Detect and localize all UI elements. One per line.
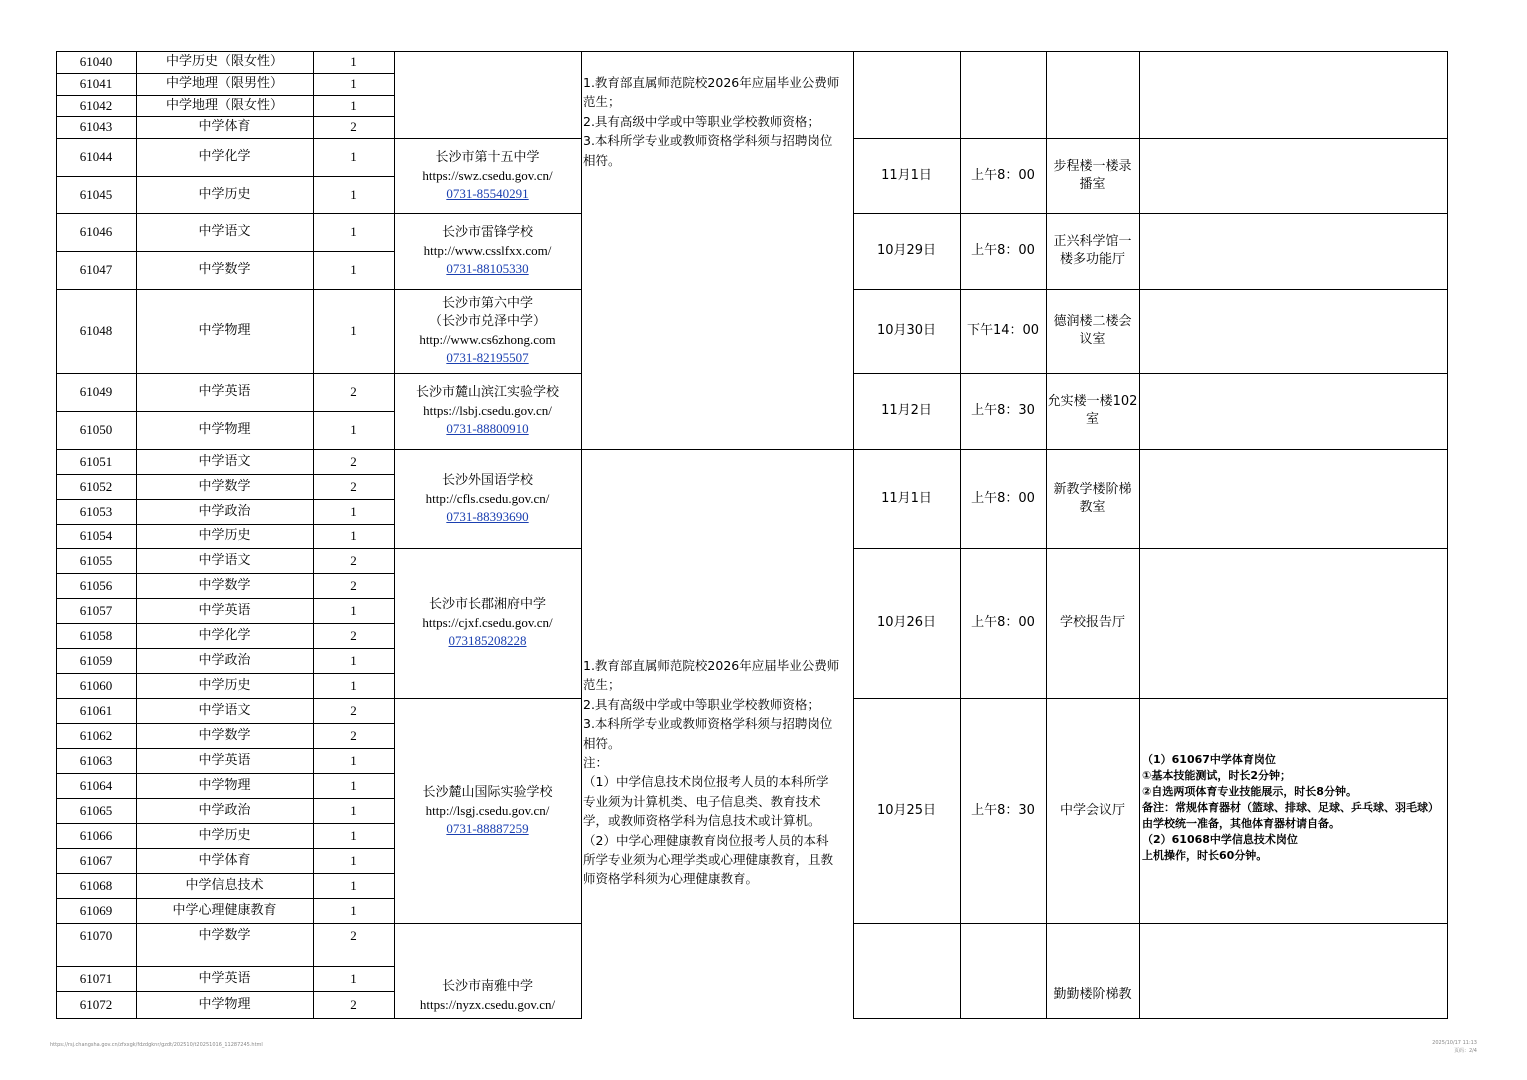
- subject-name: 中学物理: [198, 996, 251, 1012]
- requirement-line: 1.教育部直属师范院校2026年应届毕业公费师: [583, 658, 840, 673]
- position-code: 61048: [79, 323, 113, 338]
- exam-time: 上午8：00: [971, 615, 1035, 630]
- exam-date: 10月30日: [876, 323, 937, 338]
- exam-date: 11月1日: [881, 490, 932, 506]
- hire-count: 1: [350, 802, 357, 818]
- school-info: [394, 548, 581, 698]
- note-line: 备注：常规体育器材（篮球、排球、足球、乒乓球、羽毛球）: [1142, 801, 1439, 814]
- location-line: 新教学楼阶梯: [1053, 481, 1132, 497]
- location-line: 中学会议厅: [1059, 802, 1125, 818]
- exam-time: 上午8：30: [971, 403, 1035, 418]
- exam-date: 11月2日: [881, 403, 932, 418]
- school-info: [394, 373, 581, 449]
- requirement-line: 2.具有高级中学或中等职业学校教师资格；: [583, 113, 820, 129]
- hire-count: 2: [350, 119, 357, 134]
- position-code: 61046: [79, 224, 113, 239]
- school-phone-link[interactable]: 0731-88800910: [446, 421, 529, 436]
- note-line: ②自选两项体育专业技能展示，时长8分钟。: [1142, 785, 1357, 798]
- hire-count: 1: [350, 677, 357, 693]
- requirement-line: 学，或教师资格学科为信息技术或计算机。: [583, 813, 821, 829]
- position-code: 61072: [79, 996, 113, 1012]
- position-code: 61061: [79, 702, 113, 718]
- requirement-line: （2）中学心理健康教育岗位报考人员的本科: [583, 832, 829, 848]
- hire-count: 1: [350, 422, 357, 437]
- position-code: 61058: [79, 627, 113, 643]
- location-line: 步程楼一楼录: [1053, 158, 1132, 174]
- hire-count: 2: [350, 384, 357, 399]
- exam-time: 下午14：00: [966, 323, 1040, 338]
- location-line: 允实楼一楼102: [1047, 394, 1138, 409]
- subject-name: 中学英语: [198, 752, 251, 768]
- hire-count: 1: [350, 97, 357, 113]
- school-website: http://lsgj.csedu.gov.cn/: [425, 802, 550, 818]
- position-code: 61059: [79, 652, 113, 668]
- subject-name: 中学化学: [198, 149, 251, 164]
- position-code: 61070: [79, 928, 113, 943]
- school-name: 长沙市长郡湘府中学: [428, 597, 546, 612]
- exam-time: 上午8：00: [971, 490, 1035, 506]
- table-rule: [394, 1018, 582, 1019]
- requirement-line: 相符。: [583, 152, 621, 168]
- school-phone-link[interactable]: 0731-85540291: [446, 185, 529, 201]
- subject-name: 中学化学: [198, 627, 251, 643]
- hire-count: 1: [350, 902, 357, 918]
- hire-count: 1: [350, 186, 357, 202]
- exam-location: [1046, 138, 1139, 213]
- position-code: 61050: [79, 422, 113, 437]
- footer-page: 页码：2/4: [1453, 1048, 1477, 1054]
- requirement-line: 所学专业须为心理学类或心理健康教育，且教: [583, 852, 834, 868]
- position-code: 61052: [79, 478, 113, 494]
- school-website: http://www.cs6zhong.com: [419, 332, 556, 347]
- position-code: 61062: [79, 727, 113, 743]
- school-name: 长沙麓山国际实验学校: [422, 784, 553, 800]
- hire-count: 1: [350, 262, 357, 277]
- footer-url: https://rsj.changsha.gov.cn/zfxxgk/fdzdgknr/gzdt/202510/t20251016_11287245.html: [50, 1042, 263, 1048]
- hire-count: 2: [350, 552, 357, 568]
- hire-count: 2: [350, 996, 357, 1012]
- note-line: （2）61068中学信息技术岗位: [1142, 833, 1298, 846]
- location-line: 学校报告厅: [1059, 615, 1125, 630]
- hire-count: 2: [350, 453, 357, 469]
- requirement-line: 3.本科所学专业或教师资格学科须与招聘岗位: [583, 716, 833, 732]
- subject-name: 中学政治: [198, 802, 251, 818]
- subject-name: 中学历史（限女性）: [165, 54, 283, 69]
- exam-time: 上午8：00: [971, 243, 1035, 258]
- hire-count: 1: [350, 752, 357, 768]
- position-code: 61071: [79, 970, 113, 986]
- subject-name: 中学体育: [198, 119, 251, 134]
- position-code: 61040: [79, 54, 113, 69]
- school-phone-link[interactable]: 073185208228: [448, 633, 527, 648]
- subject-name: 中学信息技术: [185, 877, 264, 893]
- exam-location: [1046, 698, 1139, 923]
- requirement-line: （1）中学信息技术岗位报考人员的本科所学: [583, 774, 829, 790]
- requirement-line: 专业须为计算机类、电子信息类、教育技术: [583, 793, 821, 809]
- exam-location: [1046, 923, 1139, 1018]
- hire-count: 2: [350, 577, 357, 593]
- position-code: 61051: [79, 453, 113, 469]
- school-website: http://www.csslfxx.com/: [423, 243, 552, 258]
- school-website: https://lsbj.csedu.gov.cn/: [423, 403, 552, 418]
- position-code: 61060: [79, 677, 113, 693]
- position-code: 61045: [79, 186, 113, 202]
- hire-count: 2: [350, 478, 357, 494]
- requirements-text: [583, 656, 852, 889]
- subject-name: 中学英语: [198, 602, 251, 618]
- position-code: 61066: [79, 827, 113, 843]
- position-code: 61042: [79, 97, 113, 113]
- hire-count: 1: [350, 503, 357, 519]
- subject-name: 中学地理（限女性）: [165, 97, 283, 113]
- subject-name: 中学语文: [198, 702, 251, 718]
- requirement-line: 1.教育部直属师范院校2026年应届毕业公费师: [583, 75, 840, 90]
- position-code: 61044: [79, 149, 113, 164]
- school-info: [394, 698, 581, 923]
- location-line: 播室: [1079, 176, 1106, 192]
- position-code: 61041: [79, 76, 113, 91]
- position-code: 61057: [79, 602, 113, 618]
- school-name: 长沙外国语学校: [441, 472, 533, 488]
- footer-datetime: 2025/10/17 11:13: [1432, 1040, 1477, 1046]
- location-line: 室: [1085, 412, 1099, 427]
- table-rule: [581, 51, 854, 52]
- note-line: ①基本技能测试，时长2分钟；: [1142, 769, 1291, 782]
- position-code: 61056: [79, 577, 113, 593]
- hire-count: 2: [350, 928, 357, 943]
- position-code: 61047: [79, 262, 113, 277]
- subject-name: 中学语文: [198, 552, 251, 568]
- exam-date: 10月26日: [876, 615, 937, 630]
- school-website: https://swz.csedu.gov.cn/: [422, 167, 553, 183]
- subject-name: 中学英语: [198, 970, 251, 986]
- school-name: 长沙市南雅中学: [441, 979, 533, 994]
- subject-name: 中学语文: [198, 224, 251, 239]
- position-code: 61054: [79, 528, 113, 543]
- requirement-line: 注：: [583, 755, 609, 771]
- exam-date: 10月25日: [876, 802, 937, 818]
- position-code: 61053: [79, 503, 113, 519]
- location-line: 勤勤楼阶梯教: [1053, 987, 1132, 1002]
- requirement-line: 师资格学科须为心理健康教育。: [583, 871, 759, 887]
- hire-count: 2: [350, 727, 357, 743]
- school-phone-link[interactable]: 0731-88105330: [446, 261, 529, 276]
- subject-name: 中学体育: [198, 852, 251, 868]
- school-website: https://cjxf.csedu.gov.cn/: [422, 615, 553, 630]
- subject-name: 中学政治: [198, 652, 251, 668]
- requirement-line: 2.具有高级中学或中等职业学校教师资格；: [583, 696, 820, 712]
- school-info: [394, 138, 581, 213]
- exam-date: 11月1日: [881, 167, 932, 183]
- note-line: 上机操作，时长60分钟。: [1142, 849, 1268, 862]
- hire-count: 1: [350, 224, 357, 239]
- requirement-line: 范生；: [583, 94, 621, 110]
- table-rule: [853, 1018, 1448, 1019]
- table-rule: [56, 1018, 395, 1019]
- requirement-line: 3.本科所学专业或教师资格学科须与招聘岗位: [583, 133, 833, 149]
- subject-name: 中学数学: [198, 478, 251, 494]
- exam-location: [1046, 289, 1139, 373]
- exam-time: 上午8：00: [971, 167, 1035, 183]
- subject-name: 中学历史: [198, 186, 251, 202]
- hire-count: 1: [350, 827, 357, 843]
- location-line: 德润楼二楼会: [1053, 314, 1132, 329]
- position-code: 61065: [79, 802, 113, 818]
- hire-count: 1: [350, 528, 357, 543]
- location-line: 正兴科学馆一: [1053, 234, 1132, 249]
- exam-date: [853, 923, 960, 1018]
- hire-count: 1: [350, 877, 357, 893]
- hire-count: 1: [350, 777, 357, 793]
- position-code: 61063: [79, 752, 113, 768]
- table-rule: [394, 51, 582, 52]
- position-code: 61043: [79, 119, 113, 134]
- exam-location: [1046, 548, 1139, 698]
- location-line: 教室: [1079, 499, 1106, 515]
- school-phone-link[interactable]: 0731-82195507: [446, 350, 529, 365]
- school-phone-link[interactable]: 0731-88887259: [446, 820, 529, 836]
- subject-name: 中学物理: [198, 422, 251, 437]
- hire-count: 1: [350, 602, 357, 618]
- exam-time: [960, 923, 1046, 1018]
- subject-name: 中学政治: [198, 503, 251, 519]
- hire-count: 1: [350, 149, 357, 164]
- note-line: 由学校统一准备，其他体育器材请自备。: [1142, 817, 1340, 830]
- subject-name: 中学地理（限男性）: [165, 76, 283, 91]
- requirement-line: 相符。: [583, 735, 621, 751]
- school-name: 长沙市麓山滨江实验学校: [415, 385, 559, 400]
- exam-date: 10月29日: [876, 243, 937, 258]
- subject-name: 中学物理: [198, 777, 251, 793]
- location-line: 议室: [1079, 332, 1106, 347]
- position-code: 61069: [79, 902, 113, 918]
- subject-name: 中学数学: [198, 727, 251, 743]
- school-info: [394, 449, 581, 548]
- hire-count: 1: [350, 970, 357, 986]
- school-info: [394, 923, 581, 1018]
- subject-name: 中学数学: [198, 928, 251, 943]
- school-phone-link[interactable]: 0731-88393690: [446, 508, 529, 524]
- table-rule: [1447, 51, 1448, 1018]
- table-rule: [853, 51, 1448, 52]
- table-rule: [581, 51, 582, 1018]
- subject-name: 中学物理: [198, 323, 251, 338]
- subject-name: 中学语文: [198, 453, 251, 469]
- subject-name: 中学心理健康教育: [172, 902, 277, 918]
- school-website: http://cfls.csedu.gov.cn/: [425, 490, 550, 506]
- subject-name: 中学英语: [198, 384, 251, 399]
- subject-name: 中学数学: [198, 577, 251, 593]
- hire-count: 1: [350, 76, 357, 91]
- table-rule: [581, 449, 854, 450]
- exam-location: [1046, 449, 1139, 548]
- position-code: 61049: [79, 384, 113, 399]
- subject-name: 中学数学: [198, 262, 251, 277]
- exam-location: [1046, 373, 1139, 449]
- note-line: （1）61067中学体育岗位: [1142, 753, 1276, 766]
- hire-count: 2: [350, 627, 357, 643]
- school-name: （长沙市兑泽中学）: [428, 314, 546, 329]
- position-code: 61067: [79, 852, 113, 868]
- position-code: 61068: [79, 877, 113, 893]
- hire-count: 1: [350, 323, 357, 338]
- table-rule: [1139, 51, 1140, 1018]
- school-name: 长沙市第十五中学: [435, 149, 540, 165]
- location-line: 楼多功能厅: [1059, 252, 1125, 267]
- requirement-line: 范生；: [583, 677, 621, 693]
- hire-count: 1: [350, 54, 357, 69]
- exam-notes: [1142, 752, 1439, 864]
- school-info: [394, 213, 581, 289]
- position-code: 61064: [79, 777, 113, 793]
- school-info: [394, 289, 581, 373]
- exam-location: [1046, 213, 1139, 289]
- exam-time: 上午8：30: [971, 802, 1035, 818]
- subject-name: 中学历史: [198, 827, 251, 843]
- position-code: 61055: [79, 552, 113, 568]
- hire-count: 1: [350, 652, 357, 668]
- school-name: 长沙市第六中学: [441, 296, 533, 311]
- school-name: 长沙市雷锋学校: [441, 225, 533, 240]
- hire-count: 1: [350, 852, 357, 868]
- school-website: https://nyzx.csedu.gov.cn/: [419, 997, 556, 1012]
- subject-name: 中学历史: [198, 677, 251, 693]
- subject-name: 中学历史: [198, 528, 251, 543]
- requirements-text: [583, 73, 852, 170]
- hire-count: 2: [350, 702, 357, 718]
